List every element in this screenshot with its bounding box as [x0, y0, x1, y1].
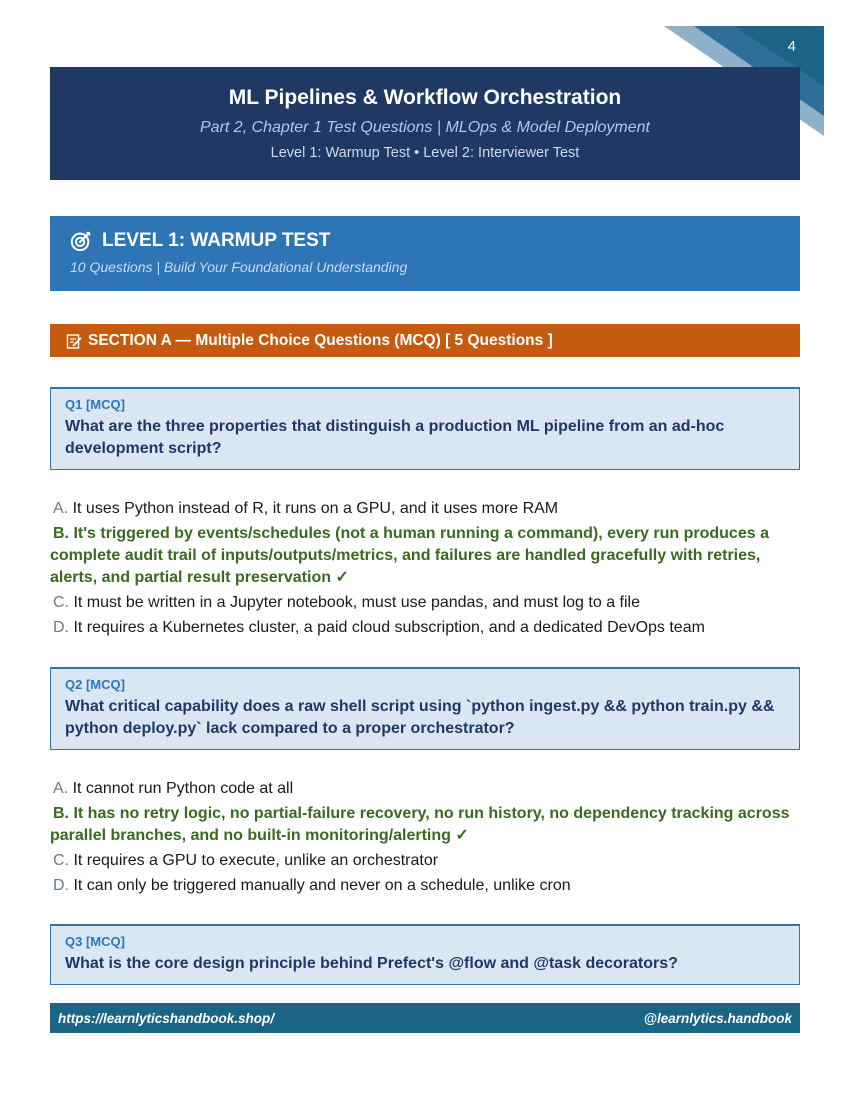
answer-option: D. It can only be triggered manually and never on a schedule, unlike cron — [53, 877, 571, 894]
page-footer — [50, 1003, 800, 1033]
question-tag: Q1 [MCQ] — [65, 397, 125, 412]
page-title: ML Pipelines & Workflow Orchestration — [228, 86, 622, 109]
section-title: SECTION A — Multiple Choice Questions (MCQ) [ 5 Questions ] — [88, 331, 553, 349]
target-icon — [70, 230, 92, 252]
question-tag: Q3 [MCQ] — [65, 934, 125, 949]
question-tag: Q2 [MCQ] — [65, 677, 125, 692]
correct-answer-option: B. It's triggered by events/schedules (not a human running a command), every run produces a complete audit trail of inputs/outputs/metrics, and failures are handled gracefully with retries, alerts, and partial result preservation ✓ — [50, 525, 769, 586]
level-subtitle: 10 Questions | Build Your Foundational Understanding — [70, 259, 408, 275]
question-text: What is the core design principle behind Prefect's @flow and @task decorators? — [65, 955, 678, 972]
question-box — [50, 924, 800, 985]
correct-answer-option: B. It has no retry logic, no partial-failure recovery, no run history, no dependency tracking across parallel branches, and no built-in monitoring/alerting ✓ — [50, 805, 790, 844]
document-header — [50, 67, 800, 180]
answer-option: A. It cannot run Python code at all — [53, 780, 294, 797]
question-text: What critical capability does a raw shell script using `python ingest.py && python train.py && python deploy.py` lack compared to a proper orchestrator? — [65, 698, 775, 737]
level-summary: Level 1: Warmup Test • Level 2: Interviewer Test — [270, 145, 580, 161]
answer-option: C. It must be written in a Jupyter notebook, must use pandas, and must log to a file — [53, 594, 640, 611]
footer-url-link[interactable]: https://learnlytics​handbook.shop/ — [58, 1010, 275, 1026]
answer-option: C. It requires a GPU to execute, unlike an orchestrator — [53, 852, 439, 869]
answer-option: A. It uses Python instead of R, it runs on a GPU, and it uses more RAM — [53, 500, 559, 517]
footer-social-handle[interactable]: @learnlytics.handbook — [643, 1010, 792, 1026]
answer-options — [50, 778, 800, 900]
question-box — [50, 387, 800, 470]
page-subtitle: Part 2, Chapter 1 Test Questions | MLOps & Model Deployment — [200, 119, 650, 136]
answer-options — [50, 498, 800, 642]
memo-icon — [66, 333, 82, 349]
page-number: 4 — [787, 38, 796, 55]
level-title: LEVEL 1: WARMUP TEST — [102, 230, 331, 251]
section-header — [50, 324, 800, 357]
level-banner — [50, 216, 800, 291]
answer-option: D. It requires a Kubernetes cluster, a paid cloud subscription, and a dedicated DevOps team — [53, 619, 705, 636]
question-text: What are the three properties that distinguish a production ML pipeline from an ad-hoc development script? — [65, 418, 725, 457]
question-box — [50, 667, 800, 750]
